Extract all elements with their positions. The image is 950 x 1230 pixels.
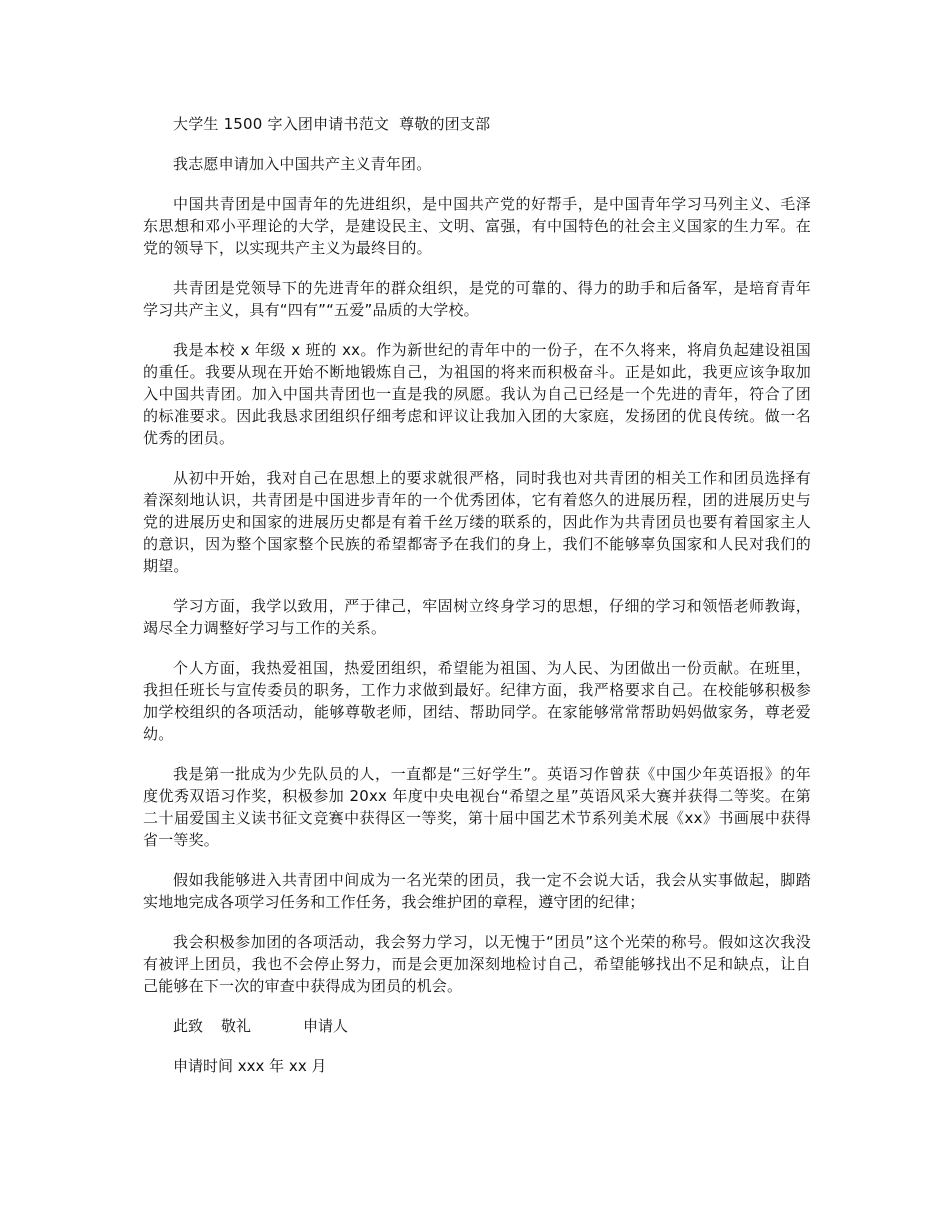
paragraph-4: 我是本校 x 年级 x 班的 xx。作为新世纪的青年中的一份子，在不久将来，将肩负起建设祖国的重任。我要从现在开始不断地锻炼自己，为祖国的将来而积极奋斗。正是如此，我更应该争取加入中国共青团。加入中国共青团也一直是我的夙愿。我认为自己已经是一个先进的青年，符合了团的标准要求。因此我恳求团组织仔细考虑和评议让我加入团的大家庭，发扬团的优良传统。做一名优秀的团员。 (143, 341, 811, 447)
paragraph-5: 从初中开始，我对自己在思想上的要求就很严格，同时我也对共青团的相关工作和团员选择有着深刻地认识，共青团是中国进步青年的一个优秀团体，它有着悠久的进展历程，团的进展历史与党的进展历史和国家的进展历史都是有着千丝万缕的联系的，因此作为共青团员也要有着国家主人的意识，因为整个国家整个民族的希望都寄予在我们的身上，我们不能够辜负国家和人民对我们的期望。 (143, 469, 811, 575)
salutation: 尊敬的团支部 (399, 115, 491, 133)
paragraph-9: 假如我能够进入共青团中间成为一名光荣的团员，我一定不会说大话，我会从实事做起，脚踏实地地完成各项学习任务和工作任务，我会维护团的章程，遵守团的纪律； (143, 871, 811, 911)
paragraph-2: 中国共青团是中国青年的先进组织，是中国共产党的好帮手，是中国青年学习马列主义、毛泽东思想和邓小平理论的大学，是建设民主、文明、富强，有中国特色的社会主义国家的生力军。在党的领导下，以实现共产主义为最终目的。 (143, 195, 811, 257)
closing-applicant: 申请人 (303, 1017, 349, 1035)
document-body (143, 113, 811, 1095)
paragraph-1: 我志愿申请加入中国共产主义青年团。 (173, 155, 432, 173)
date-line: 申请时间 xxx 年 xx 月 (173, 1057, 327, 1075)
paragraph-8: 我是第一批成为少先队员的人，一直都是“三好学生”。英语习作曾获《中国少年英语报》的年度优秀双语习作奖，积极参加 20xx 年度中央电视台“希望之星”英语风采大赛并获得二等奖。在第二十届爱国主义读书征文竞赛中获得区一等奖，第十届中国艺术节系列美术展《xx》书画展中获得省一等奖。 (143, 765, 811, 849)
paragraph-7: 个人方面，我热爱祖国，热爱团组织，希望能为祖国、为人民、为团做出一份贡献。在班里，我担任班长与宣传委员的职务，工作力求做到最好。纪律方面，我严格要求自己。在校能够积极参加学校组织的各项活动，能够尊敬老师，团结、帮助同学。在家能够常常帮助妈妈做家务，尊老爱幼。 (143, 659, 811, 743)
document-title-line (143, 113, 811, 135)
paragraph-10: 我会积极参加团的各项活动，我会努力学习，以无愧于“团员”这个光荣的称号。假如这次我没有被评上团员，我也不会停止努力，而是会更加深刻地检讨自己，希望能够找出不足和缺点，让自己能够在下一次的审查中获得成为团员的机会。 (143, 933, 811, 995)
document-title: 大学生 1500 字入团申请书范文 (173, 115, 390, 133)
paragraph-3: 共青团是党领导下的先进青年的群众组织，是党的可靠的、得力的助手和后备军，是培育青年学习共产主义，具有“四有”“五爱”品质的大学校。 (143, 279, 811, 319)
closing-jingli: 敬礼 (221, 1017, 252, 1035)
closing-line (143, 1015, 811, 1037)
closing-cizhi: 此致 (173, 1017, 204, 1035)
paragraph-6: 学习方面，我学以致用，严于律己，牢固树立终身学习的思想，仔细的学习和领悟老师教诲，竭尽全力调整好学习与工作的关系。 (143, 597, 811, 637)
